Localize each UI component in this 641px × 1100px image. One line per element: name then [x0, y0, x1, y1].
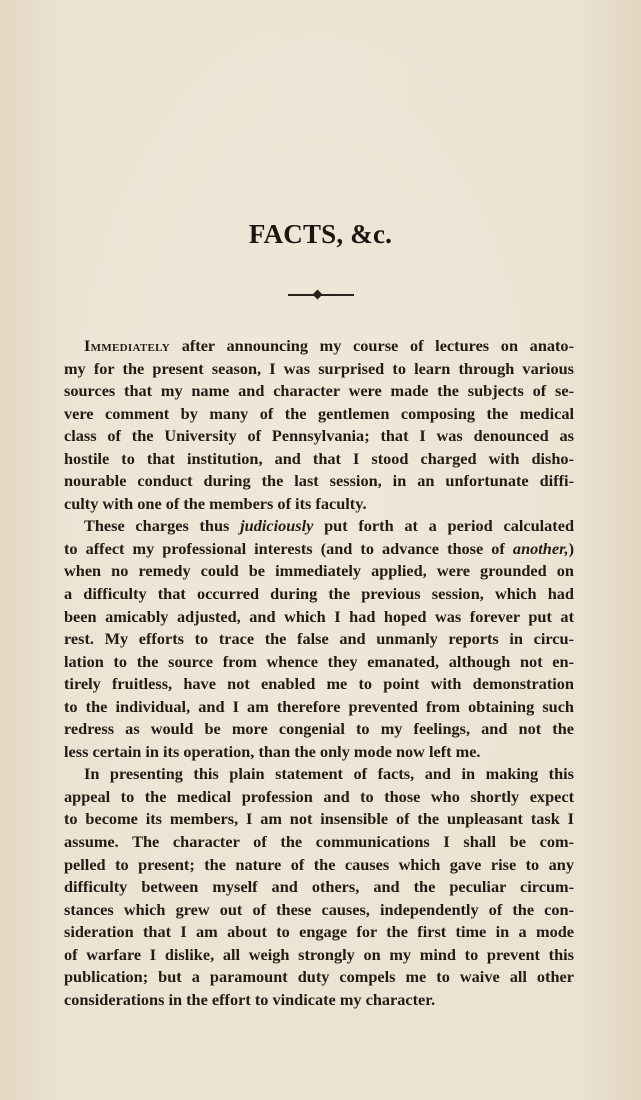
diamond-ornament-icon	[313, 290, 323, 300]
text-segment: lation to the source from whence they emanated, although not en-	[64, 651, 574, 671]
text-line	[64, 470, 574, 493]
text-line	[64, 899, 574, 922]
text-line	[64, 403, 574, 426]
text-segment: )	[568, 538, 574, 558]
text-line	[64, 560, 574, 583]
text-line	[64, 763, 574, 786]
text-segment: my for the present season, I was surprised to learn through various	[64, 358, 574, 378]
text-line	[64, 741, 574, 764]
text-segment: nourable conduct during the last session, in an unfortunate diffi-	[64, 471, 574, 491]
text-line	[64, 876, 574, 899]
text-line	[64, 696, 574, 719]
text-line	[64, 651, 574, 674]
italic-text: judiciously	[240, 516, 314, 536]
page-title: FACTS, &c.	[248, 219, 393, 249]
text-segment: pelled to present; the nature of the causes which gave rise to any	[64, 854, 574, 874]
text-line	[64, 515, 574, 538]
text-line	[64, 606, 574, 629]
text-segment: class of the University of Pennsylvania; that I was denounced as	[64, 426, 574, 446]
text-segment: redress as would be more congenial to my feelings, and not the	[64, 719, 574, 739]
text-segment: of warfare I dislike, all weigh strongly on my mind to prevent this	[64, 944, 574, 964]
text-segment: hostile to that institution, and that I stood charged with disho-	[64, 448, 574, 468]
text-segment: publication; but a paramount duty compels me to waive all other	[64, 967, 574, 987]
text-line	[64, 921, 574, 944]
text-segment: rest. My efforts to trace the false and unmanly reports in circu-	[64, 629, 574, 649]
text-segment: to the individual, and I am therefore prevented from obtaining such	[64, 696, 574, 716]
text-segment: put forth at a period calculated	[313, 516, 575, 536]
text-line	[64, 380, 574, 403]
text-line	[64, 583, 574, 606]
text-line	[64, 425, 574, 448]
text-line	[64, 448, 574, 471]
text-segment: a difficulty that occurred during the previous session, which had	[64, 584, 574, 604]
text-segment: In presenting this plain statement of facts, and in making this	[84, 764, 574, 784]
text-line	[64, 718, 574, 741]
text-line	[64, 335, 574, 358]
text-segment: after announcing my course of lectures on anato-	[170, 336, 574, 355]
text-segment: been amicably adjusted, and which I had hoped was forever put at	[64, 606, 574, 626]
text-line	[64, 628, 574, 651]
ornamental-rule	[288, 294, 354, 296]
text-segment: sources that my name and character were made the subjects of se-	[64, 381, 574, 401]
text-segment: culty with one of the members of its faculty.	[64, 493, 367, 513]
text-segment: assume. The character of the communications I shall be com-	[64, 832, 574, 852]
text-line	[64, 493, 574, 516]
text-segment: to affect my professional interests (and to advance those of	[64, 538, 513, 558]
text-segment: appeal to the medical profession and to those who shortly expect	[64, 786, 574, 806]
text-line	[64, 831, 574, 854]
text-segment: sideration that I am about to engage for the first time in a mode	[64, 922, 574, 942]
text-segment: to become its members, I am not insensible of the unpleasant task I	[64, 809, 574, 829]
italic-text: another,	[512, 538, 569, 558]
text-segment: vere comment by many of the gentlemen composing the medical	[64, 403, 574, 423]
text-line	[64, 673, 574, 696]
text-segment: considerations in the effort to vindicate my character.	[64, 989, 436, 1009]
paragraph	[64, 515, 574, 763]
text-line	[64, 786, 574, 809]
paragraph	[64, 335, 574, 515]
text-segment: difficulty between myself and others, and the peculiar circum-	[64, 877, 574, 897]
text-line	[64, 358, 574, 381]
text-segment: These charges thus	[84, 516, 241, 536]
text-segment: stances which grew out of these causes, independently of the con-	[64, 899, 574, 919]
drop-word: Immediately	[84, 336, 171, 355]
text-segment: tirely fruitless, have not enabled me to point with demonstration	[64, 674, 574, 694]
body-text	[64, 335, 574, 1011]
text-line	[64, 808, 574, 831]
text-segment: less certain in its operation, than the only mode now left me.	[64, 741, 481, 761]
text-line	[64, 989, 574, 1012]
text-line	[64, 966, 574, 989]
text-line	[64, 854, 574, 877]
text-line	[64, 538, 574, 561]
text-line	[64, 944, 574, 967]
paragraph	[64, 763, 574, 1011]
text-segment: when no remedy could be immediately applied, were grounded on	[64, 561, 574, 581]
